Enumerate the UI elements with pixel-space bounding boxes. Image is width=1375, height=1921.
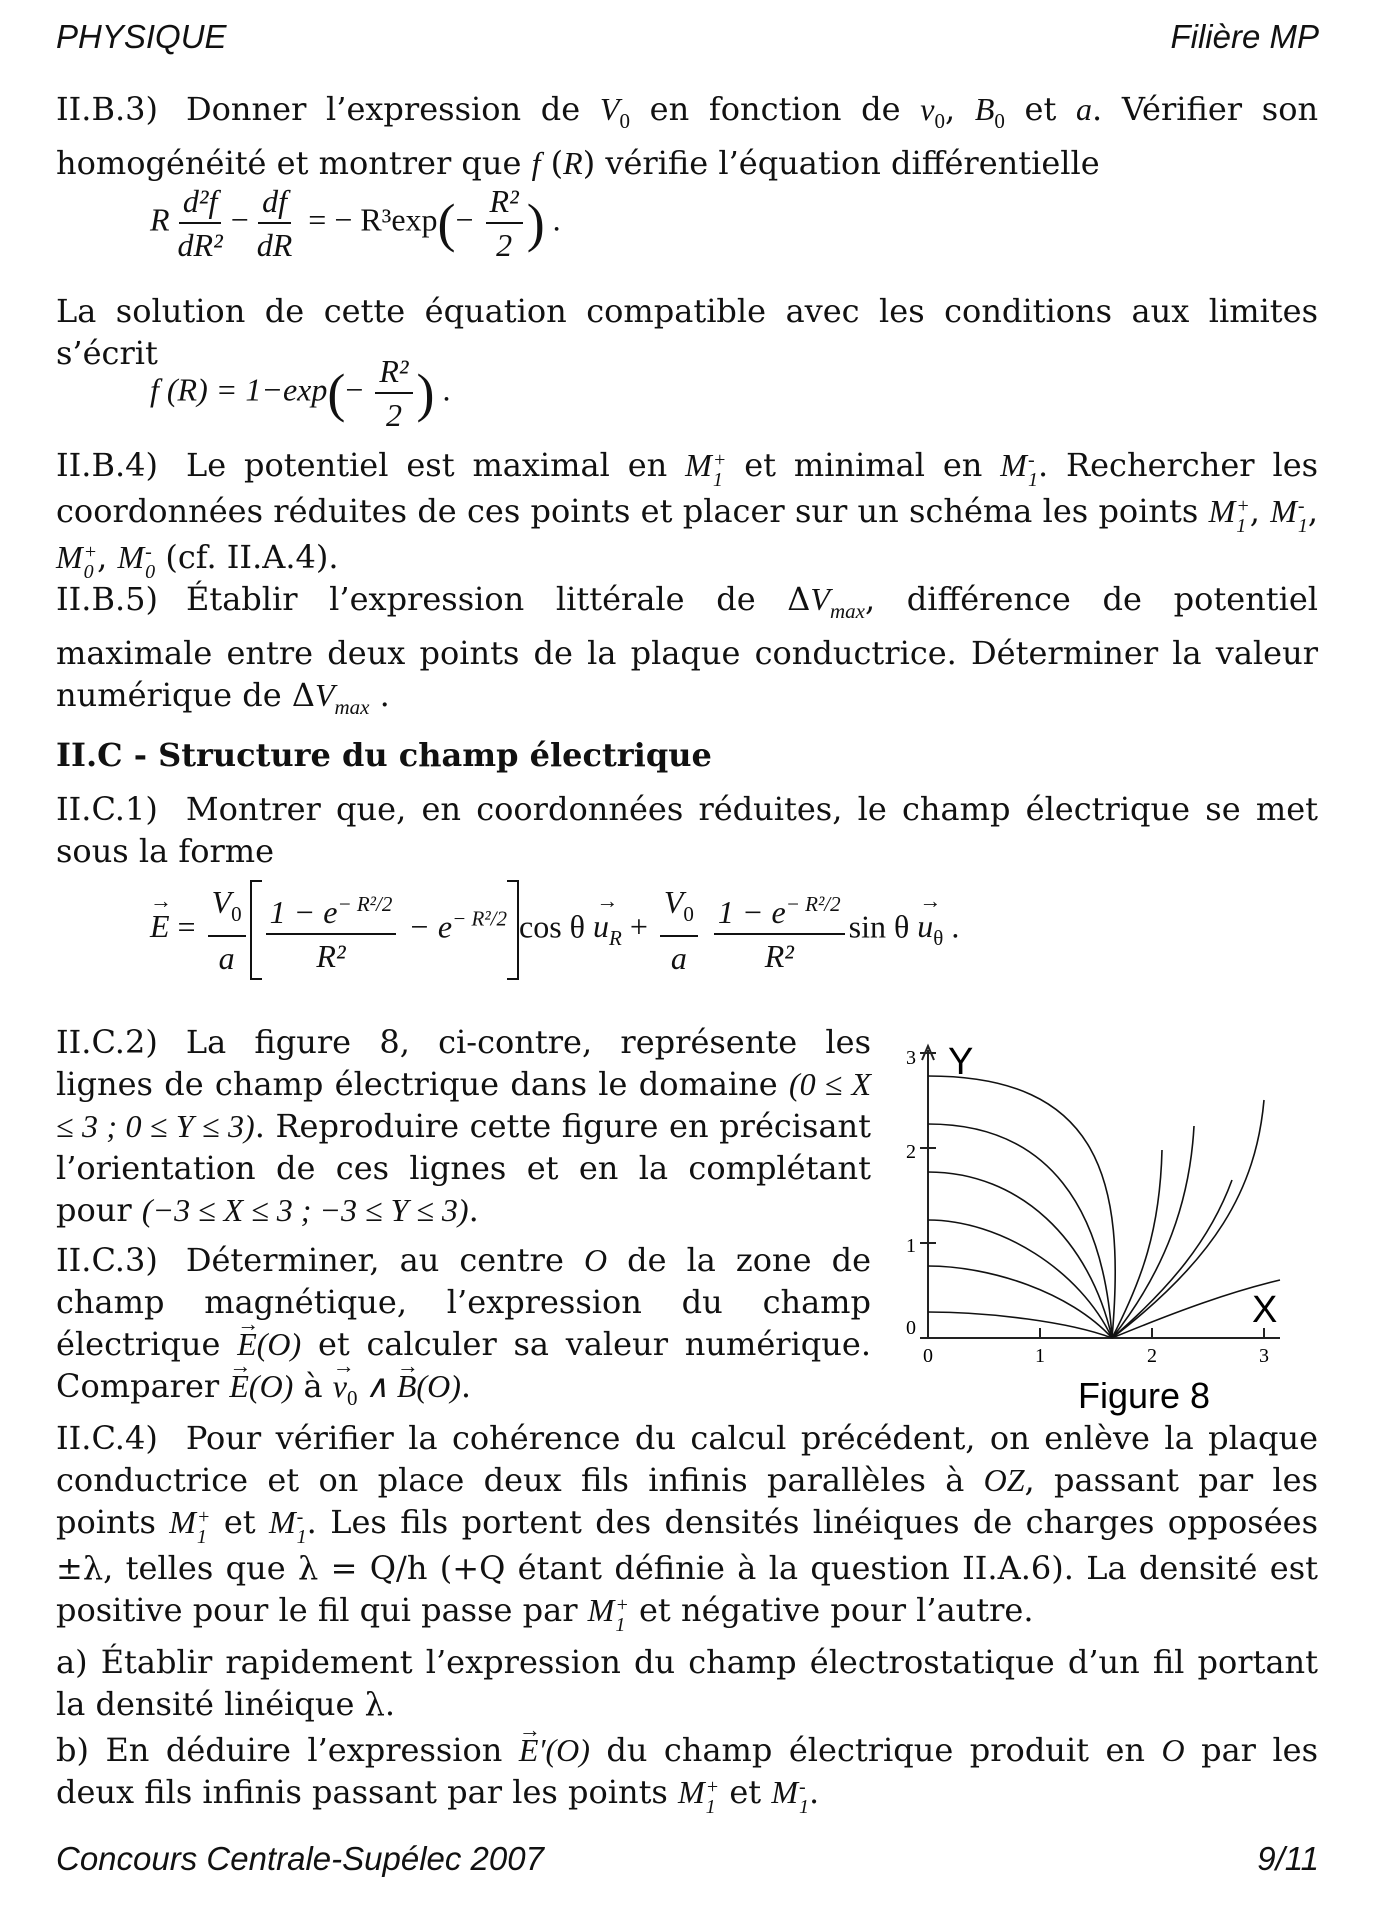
field-line-2 bbox=[928, 1124, 1112, 1338]
question-IIB4: II.B.4) Le potentiel est maximal en M + 1 et minimal en M - 1 . Rechercher les coordonnées réduites de ces points et placer sur un schéma les points M + 1 , M - 1 , M + 0 , M - 0 (cf. II.A.4). bbox=[56, 446, 1319, 583]
figure-caption: Figure 8 bbox=[1078, 1375, 1211, 1416]
header-subject: PHYSIQUE bbox=[56, 18, 227, 55]
y-axis-label: Y bbox=[948, 1041, 974, 1083]
solution-intro: La solution de cette équation compatible avec les conditions aux limites s’écrit bbox=[56, 292, 1318, 372]
question-IIC3: II.C.3) Déterminer, au centre O de la zone de champ magnétique, l’expression du champ électrique → E(O) et calculer sa valeur numérique. Comparer → E(O) à → $v_0$ ∧ → B(O). bbox=[56, 1239, 871, 1419]
field-lines bbox=[928, 1076, 1280, 1338]
y-tick-label-0: 0 bbox=[906, 1317, 916, 1339]
footer-page-number: 9/11 bbox=[1257, 1840, 1319, 1877]
field-line-4 bbox=[928, 1220, 1112, 1338]
axes bbox=[920, 1046, 1280, 1338]
question-IIC1: II.C.1) Montrer que, en coordonnées réduites, le champ électrique se met sous la forme bbox=[56, 790, 1318, 870]
field-line-5 bbox=[928, 1266, 1112, 1338]
question-tag: II.B.3) bbox=[56, 90, 158, 128]
footer-contest: Concours Centrale-Supélec 2007 bbox=[56, 1840, 544, 1877]
y-tick-label-2: 2 bbox=[906, 1141, 916, 1163]
y-tick-label-1: 1 bbox=[906, 1235, 916, 1257]
field-line-10 bbox=[1112, 1150, 1162, 1338]
figure-8-field-lines bbox=[880, 1030, 1310, 1430]
field-line-6 bbox=[928, 1312, 1112, 1338]
x-tick-label-0: 0 bbox=[923, 1345, 933, 1367]
header-track: Filière MP bbox=[1170, 18, 1319, 55]
field-line-11 bbox=[1112, 1100, 1264, 1338]
question-IIB5: II.B.5) Établir l’expression littérale de $\Delta V_{max}$, différence de potentiel maximale entre deux points de la plaque conductrice. Déterminer la valeur numérique de $\Delta V_{max}$ . bbox=[56, 580, 1319, 719]
x-axis-label: X bbox=[1252, 1289, 1278, 1331]
question-IIC2: II.C.2) La figure 8, ci-contre, représente les lignes de champ électrique dans le domaine (0 ≤ X ≤ 3 ; 0 ≤ Y ≤ 3). Reproduire cette figure en précisant l’orientation de ces lignes et en la complétant pour (−3 ≤ X ≤ 3 ; −3 ≤ Y ≤ 3). bbox=[56, 1023, 872, 1229]
question-IIC4: II.C.4) Pour vérifier la cohérence du calcul précédent, on enlève la plaque conductrice et on place deux fils infinis parallèles à OZ, passant par les points M + 1 et M - 1 . Les fils portent des densités linéiques de charges opposées ±λ, telles que λ = Q/h (+Q étant définie à la question II.A.6). La densité est positive pour le fil qui passe par M + 1 et négative pour l’autre. bbox=[56, 1419, 1319, 1636]
y-tick-label-3: 3 bbox=[906, 1047, 916, 1069]
equation-electric-field: → E = $\frac{V_0}{a}$ $\frac{1 - e^{- R^2/2}}{\text{R²}}$ − $e^{- R^2/2}$ $\cos \theta \to u_R$ + $\frac{V_0}{a}$ $\frac{1 - e^{- R^2/2}}{\text{R²}}$ $\sin \theta \to u_\theta$ . bbox=[150, 880, 959, 980]
x-tick-label-1: 1 bbox=[1035, 1345, 1045, 1367]
question-IIC4-a: a) Établir rapidement l’expression du champ électrostatique d’un fil portant la densité linéique λ. bbox=[56, 1643, 1318, 1723]
section-heading-IIC: II.C - Structure du champ électrique bbox=[56, 736, 712, 774]
equation-solution: f (R) = 1−exp(− $\frac{\text{R²}}{2}$ ) . bbox=[150, 353, 451, 433]
equation-differential: R $\frac{\text{d²f}}{\text{dR²}}$ − $\frac{df}{dR}$ = − R³exp(− $\frac{\text{R²}}{2}$ ) . bbox=[150, 183, 561, 263]
question-IIB3: II.B.3) Donner l’expression de $V_0$ en fonction de $v_0$, $B_0$ et a. Vérifier son homogénéité et montrer que f (R) vérifie l’équation différentielle bbox=[56, 90, 1319, 182]
x-tick-label-2: 2 bbox=[1147, 1345, 1157, 1367]
question-IIC4-b: b) En déduire l’expression → E′(O) du champ électrique produit en O par les deux fils infinis passant par les points M + 1 et M - 1 . bbox=[56, 1729, 1318, 1817]
x-tick-label-3: 3 bbox=[1259, 1345, 1269, 1367]
